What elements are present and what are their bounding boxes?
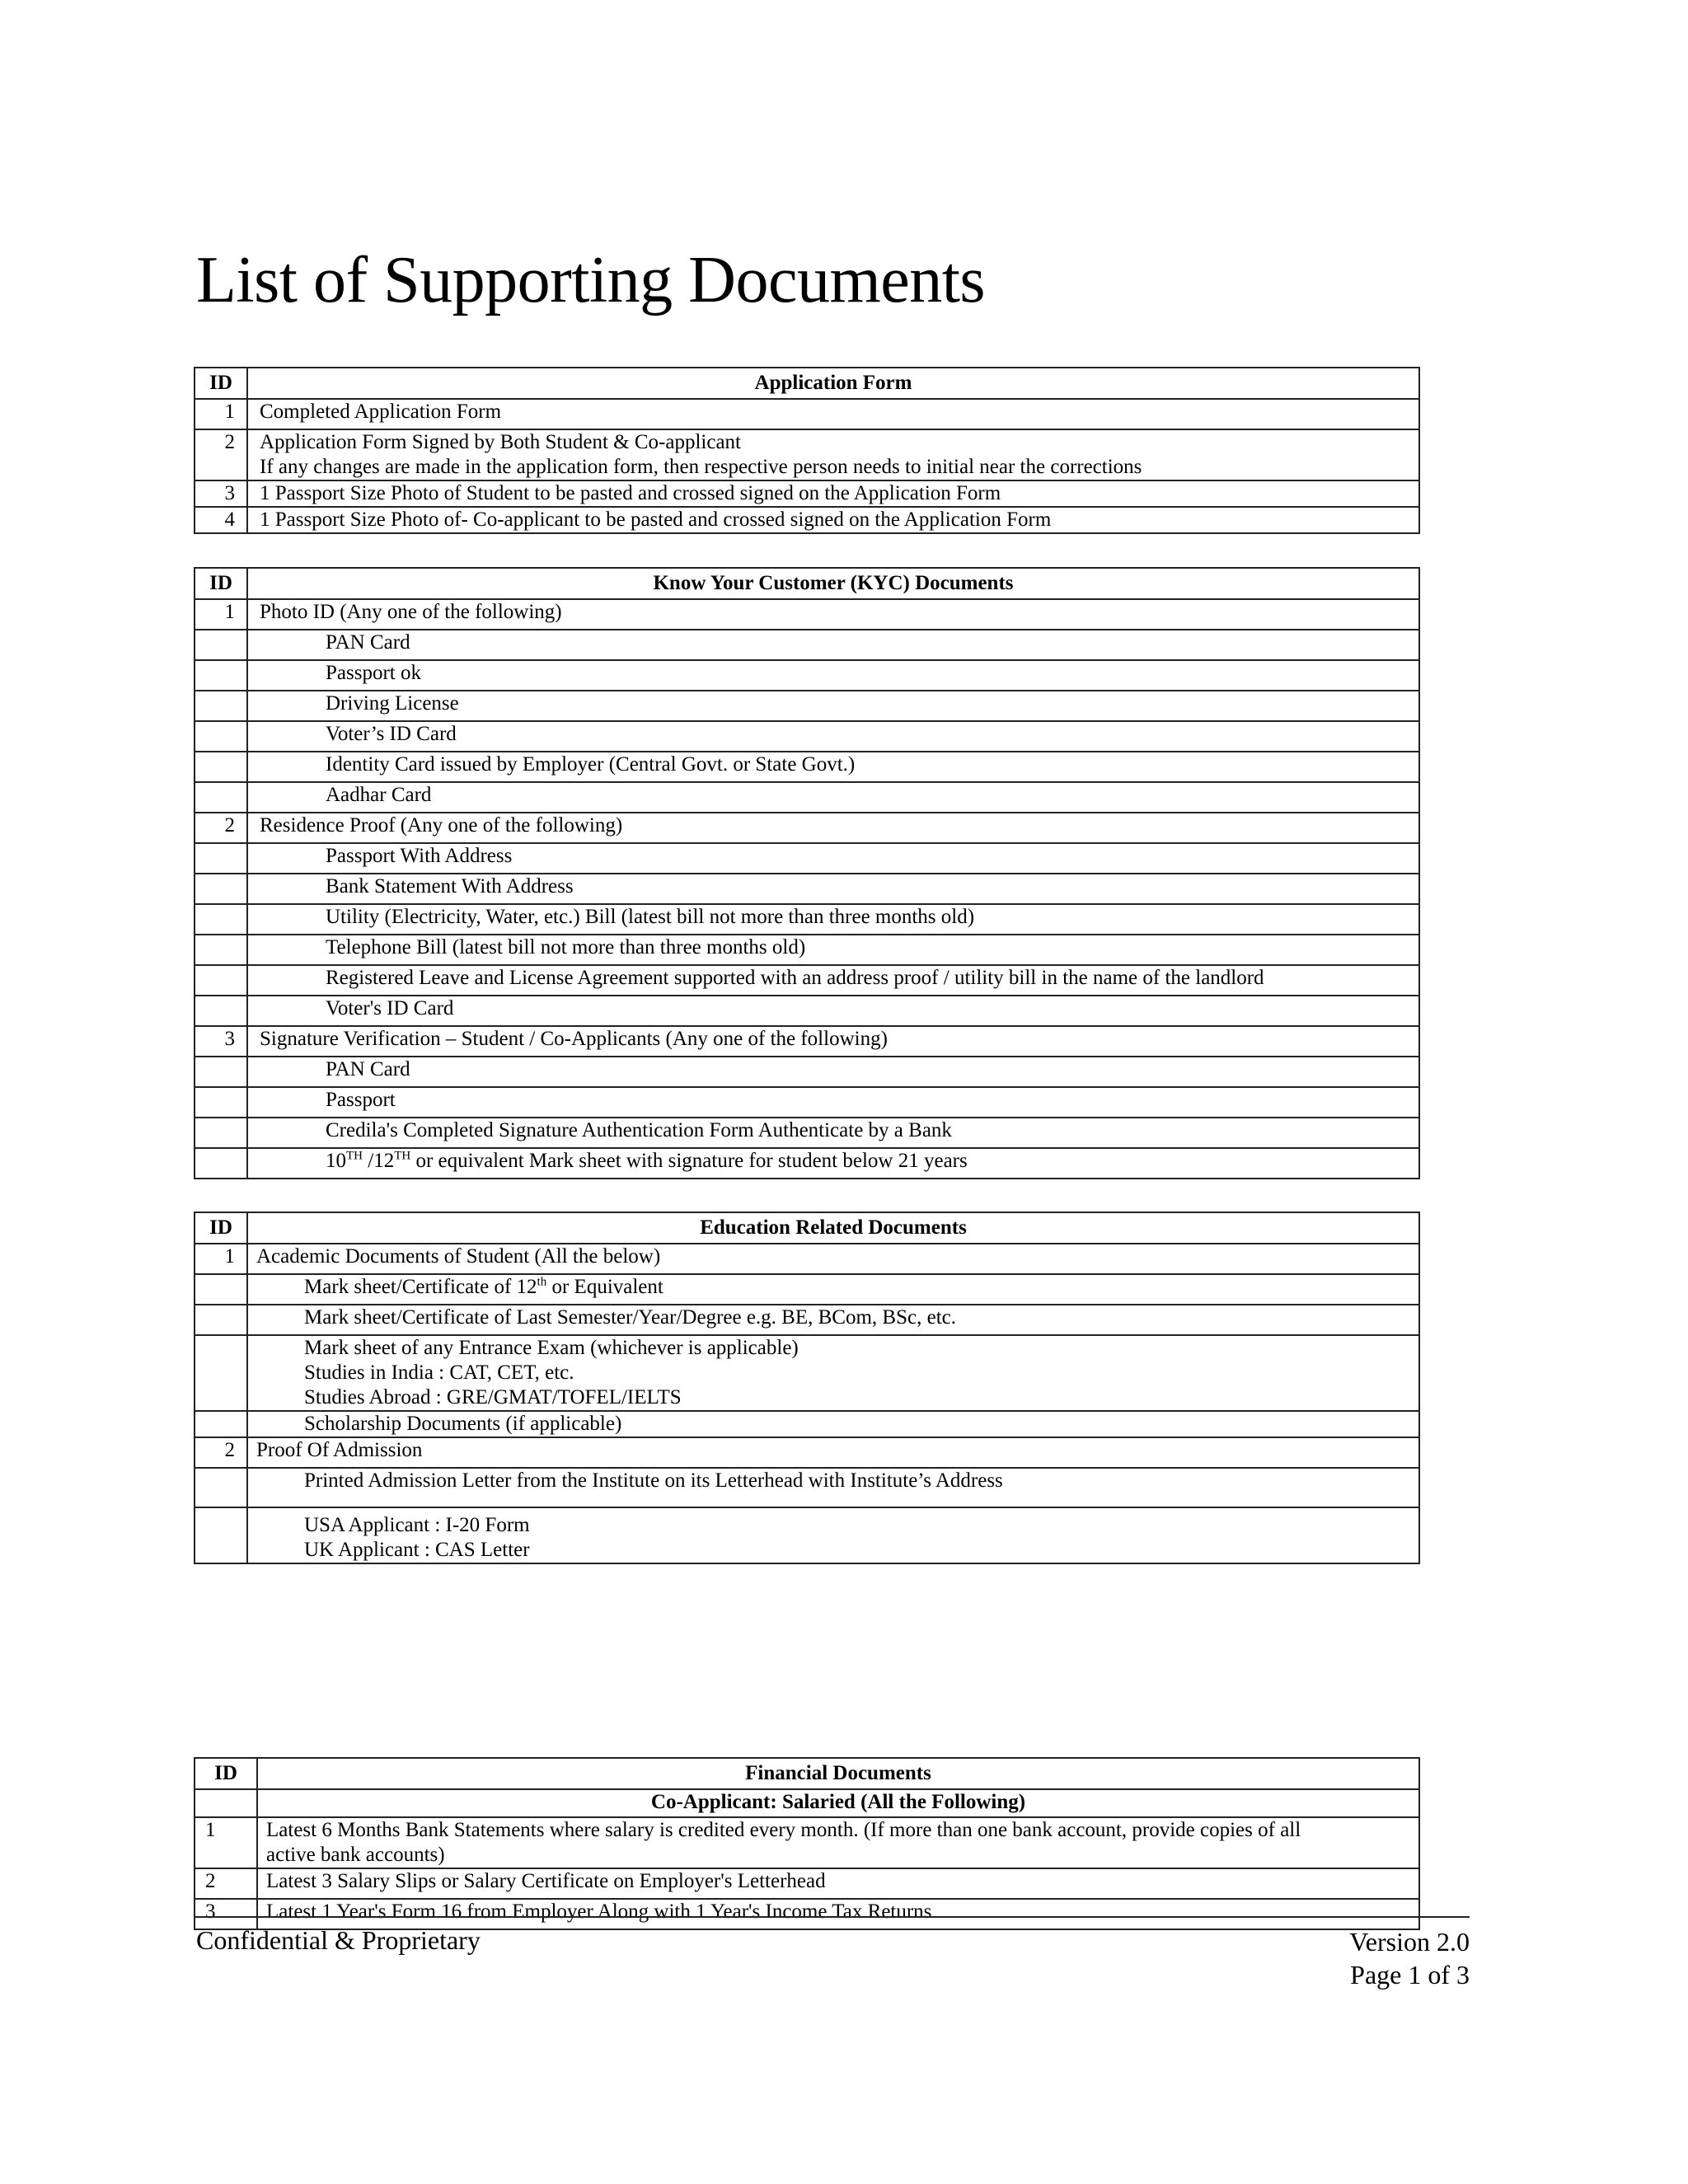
row-id: [195, 1411, 247, 1437]
footer-version-block: [1349, 1925, 1470, 1991]
table-row: [195, 813, 1419, 843]
table-row: [195, 843, 1419, 874]
text-part: or Equivalent: [546, 1276, 663, 1298]
row-id: [195, 843, 247, 874]
row-id: [195, 691, 247, 721]
last-semester-item: Mark sheet/Certificate of Last Semester/Year/Degree e.g. BE, BCom, BSc, etc.: [304, 1306, 956, 1329]
page-number: Page 1 of 3: [1350, 1960, 1470, 1990]
version-label: Version 2.0: [1349, 1927, 1470, 1957]
row-id: 1: [195, 599, 247, 630]
row-id: 2: [195, 813, 247, 843]
row-text: [247, 1057, 1419, 1087]
row-id: 3: [195, 480, 247, 507]
row-text: [247, 965, 1419, 996]
footer-confidential: Confidential & Proprietary: [196, 1925, 481, 1955]
row-text: [247, 691, 1419, 721]
table-row: [195, 1437, 1419, 1468]
table-row: [195, 1817, 1419, 1868]
table-row: [195, 691, 1419, 721]
application-form-table: [194, 367, 1420, 534]
row-text: [247, 1118, 1419, 1148]
row-text: [247, 935, 1419, 965]
kyc-documents-table: [194, 567, 1420, 1179]
row-text: Proof Of Admission: [247, 1437, 1419, 1468]
kyc-category: Signature Verification – Student / Co-Applicants (Any one of the following): [260, 1028, 888, 1050]
education-documents-table: [194, 1212, 1420, 1564]
row-id: [195, 630, 247, 660]
row-text: [247, 1026, 1419, 1057]
superscript: TH: [394, 1149, 411, 1163]
table-subheader-row: [195, 1789, 1419, 1817]
mark-sheet-requirement: [260, 1149, 1418, 1174]
row-id: 1: [195, 1817, 257, 1868]
row-text: [247, 599, 1419, 630]
table-row: [195, 1026, 1419, 1057]
mark-sheet-12th: [260, 1275, 1418, 1300]
row-line: If any changes are made in the application form, then respective person needs to initial near the corrections: [260, 456, 1142, 478]
row-text: [247, 1087, 1419, 1118]
page-title: List of Supporting Documents: [196, 244, 986, 316]
education-heading: Education Related Documents: [247, 1212, 1419, 1244]
table-row: [195, 507, 1419, 533]
financial-heading: Financial Documents: [257, 1758, 1419, 1789]
row-text: [247, 630, 1419, 660]
kyc-option-item: Telephone Bill (latest bill not more than three months old): [326, 936, 806, 958]
table-row: [195, 904, 1419, 935]
application-form-heading: Application Form: [247, 368, 1419, 399]
kyc-option-item: Voter's ID Card: [326, 997, 454, 1019]
table-header-row: [195, 1758, 1419, 1789]
table-row: [195, 660, 1419, 691]
id-column-header: ID: [195, 568, 247, 599]
row-id: [195, 965, 247, 996]
table-row: [195, 1244, 1419, 1274]
row-id: [195, 1507, 247, 1563]
row-text: Completed Application Form: [247, 399, 1419, 429]
kyc-heading: Know Your Customer (KYC) Documents: [247, 568, 1419, 599]
table-header-row: [195, 368, 1419, 399]
row-id: 3: [195, 1899, 257, 1929]
footer-divider: [194, 1916, 1470, 1918]
row-text: Academic Documents of Student (All the below): [247, 1244, 1419, 1274]
row-line: active bank accounts): [266, 1844, 445, 1866]
row-id: [195, 935, 247, 965]
row-text: [247, 429, 1419, 480]
row-text: [247, 904, 1419, 935]
row-text: [247, 721, 1419, 752]
superscript: TH: [346, 1149, 363, 1163]
row-id: 2: [195, 1868, 257, 1899]
row-id: 1: [195, 399, 247, 429]
scholarship-item: Scholarship Documents (if applicable): [304, 1413, 622, 1435]
kyc-option-item: PAN Card: [326, 631, 410, 654]
row-id: 3: [195, 1026, 247, 1057]
kyc-option-item: Passport With Address: [326, 845, 513, 867]
row-id: [195, 1118, 247, 1148]
table-row: [195, 1507, 1419, 1563]
row-text: [247, 660, 1419, 691]
table-row: [195, 1274, 1419, 1305]
id-column-header: ID: [195, 1212, 247, 1244]
row-id: [195, 1335, 247, 1411]
row-text: [247, 874, 1419, 904]
row-text: [247, 813, 1419, 843]
row-id: [195, 1305, 247, 1335]
table-row: [195, 721, 1419, 752]
row-id: 1: [195, 1244, 247, 1274]
text-part: /12: [363, 1150, 395, 1172]
row-id: 4: [195, 507, 247, 533]
row-id: [195, 721, 247, 752]
financial-subheading: Co-Applicant: Salaried (All the Following): [257, 1789, 1419, 1817]
table-header-row: [195, 1212, 1419, 1244]
table-row: [195, 1305, 1419, 1335]
row-text: [247, 996, 1419, 1026]
id-column-header: ID: [195, 1758, 257, 1789]
table-row: [195, 1868, 1419, 1899]
kyc-category: Photo ID (Any one of the following): [260, 601, 562, 623]
row-text: Latest 1 Year's Form 16 from Employer Along with 1 Year's Income Tax Returns: [257, 1899, 1419, 1929]
table-row: [195, 965, 1419, 996]
row-text: [247, 1411, 1419, 1437]
table-row: [195, 1468, 1419, 1507]
row-text: [247, 782, 1419, 813]
table-header-row: [195, 568, 1419, 599]
kyc-category: Residence Proof (Any one of the following): [260, 814, 623, 837]
kyc-option-item: Utility (Electricity, Water, etc.) Bill (latest bill not more than three months old): [326, 906, 975, 928]
table-row: [195, 1148, 1419, 1179]
table-row: [195, 1118, 1419, 1148]
row-text: 1 Passport Size Photo of Student to be pasted and crossed signed on the Application Form: [247, 480, 1419, 507]
table-row: [195, 935, 1419, 965]
entrance-abroad-item: Studies Abroad : GRE/GMAT/TOFEL/IELTS: [304, 1386, 682, 1408]
kyc-option-item: Voter’s ID Card: [326, 723, 457, 745]
row-id: [195, 874, 247, 904]
superscript: th: [537, 1275, 547, 1289]
uk-applicant-item: UK Applicant : CAS Letter: [304, 1539, 530, 1561]
kyc-option-item: Bank Statement With Address: [326, 875, 574, 898]
row-id: [195, 1087, 247, 1118]
kyc-option-item: Aadhar Card: [326, 784, 432, 806]
kyc-option-item: Passport: [326, 1089, 396, 1111]
row-text: [247, 1148, 1419, 1179]
id-column-header: ID: [195, 368, 247, 399]
text-part: 10: [326, 1150, 346, 1172]
row-text: [247, 1507, 1419, 1563]
row-id: [195, 1789, 257, 1817]
row-id: [195, 1468, 247, 1507]
text-part: or equivalent Mark sheet with signature for student below 21 years: [410, 1150, 968, 1172]
table-row: [195, 752, 1419, 782]
row-line: Application Form Signed by Both Student & Co-applicant: [260, 431, 741, 453]
table-row: [195, 996, 1419, 1026]
kyc-option-item: Driving License: [326, 692, 459, 715]
row-text: [247, 1274, 1419, 1305]
row-text: [247, 1468, 1419, 1507]
row-id: [195, 660, 247, 691]
table-row: [195, 399, 1419, 429]
entrance-india-item: Studies in India : CAT, CET, etc.: [304, 1361, 574, 1384]
table-row: [195, 1335, 1419, 1411]
row-id: [195, 904, 247, 935]
kyc-option-item: Identity Card issued by Employer (Central Govt. or State Govt.): [326, 753, 856, 776]
row-text: [247, 843, 1419, 874]
row-id: 2: [195, 1437, 247, 1468]
table-row: [195, 1411, 1419, 1437]
financial-documents-table: [194, 1757, 1420, 1930]
row-line: Latest 6 Months Bank Statements where salary is credited every month. (If more than one bank account, provide copies of all: [266, 1819, 1301, 1841]
row-id: [195, 1057, 247, 1087]
row-id: [195, 782, 247, 813]
row-text: [247, 752, 1419, 782]
admission-letter-item: Printed Admission Letter from the Institute on its Letterhead with Institute’s Address: [304, 1469, 1003, 1492]
usa-applicant-item: USA Applicant : I-20 Form: [304, 1514, 530, 1536]
table-row: [195, 630, 1419, 660]
table-row: [195, 480, 1419, 507]
row-id: [195, 1274, 247, 1305]
text-part: Mark sheet/Certificate of 12: [304, 1276, 537, 1298]
kyc-option-item: Passport ok: [326, 662, 421, 684]
row-id: [195, 996, 247, 1026]
row-id: [195, 1148, 247, 1179]
row-text: Latest 3 Salary Slips or Salary Certificate on Employer's Letterhead: [257, 1868, 1419, 1899]
row-text: [247, 1305, 1419, 1335]
table-row: [195, 599, 1419, 630]
table-row: [195, 429, 1419, 480]
row-id: [195, 752, 247, 782]
table-row: [195, 1087, 1419, 1118]
kyc-option-item: PAN Card: [326, 1058, 410, 1080]
kyc-option-item: Credila's Completed Signature Authentication Form Authenticate by a Bank: [326, 1119, 952, 1141]
entrance-exam-item: Mark sheet of any Entrance Exam (whichever is applicable): [304, 1337, 799, 1359]
kyc-option-item: Registered Leave and License Agreement supported with an address proof / utility bill in the name of the landlord: [326, 967, 1264, 989]
table-row: [195, 874, 1419, 904]
row-text: 1 Passport Size Photo of- Co-applicant to be pasted and crossed signed on the Application Form: [247, 507, 1419, 533]
table-row: [195, 782, 1419, 813]
table-row: [195, 1057, 1419, 1087]
row-text: [247, 1335, 1419, 1411]
row-text: [257, 1817, 1419, 1868]
row-id: 2: [195, 429, 247, 480]
